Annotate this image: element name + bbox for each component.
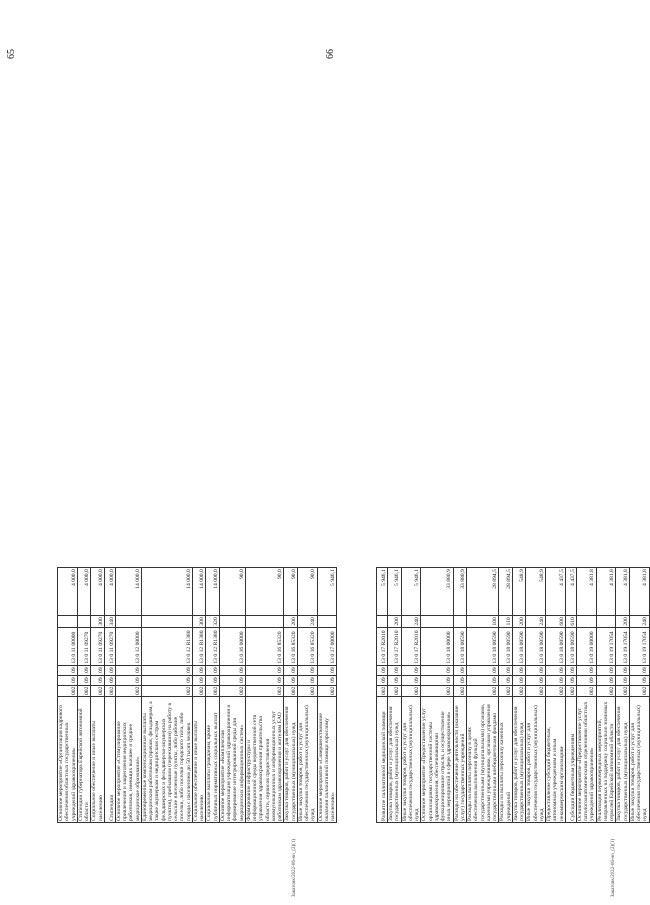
row-name-cell: Расходы на выплаты персоналу казенных учреждений xyxy=(499,697,513,823)
amount-cell: 548,9 xyxy=(526,568,546,616)
rz-code-cell: 09 xyxy=(499,675,513,685)
vr-code-cell xyxy=(596,616,616,627)
rz-code-cell: 09 xyxy=(115,675,141,685)
pr-code-cell: 09 xyxy=(526,665,546,675)
amount-cell: 4 000,0 xyxy=(91,568,105,616)
amount-cell: 90,0 xyxy=(284,568,298,616)
table-row xyxy=(115,568,141,823)
table-row xyxy=(297,568,317,823)
table-row xyxy=(499,568,513,823)
amount-cell: 14 000,0 xyxy=(141,568,192,616)
target-code-cell: 13 0 19 17054 xyxy=(596,627,616,665)
row-name-cell: Основное мероприятие «Комплексная информатизация учреждений здравоохранения и формирование интегрированной среды для медицинских информационных систем» xyxy=(219,697,245,823)
row-name-cell: Закупка товаров, работ и услуг для обеспечения государственных (муниципальных) нужд xyxy=(512,697,526,823)
rz-code-cell: 09 xyxy=(77,675,91,685)
table-row xyxy=(453,568,467,823)
gr-code-cell: 002 xyxy=(576,685,596,696)
rz-code-cell: 09 xyxy=(141,675,192,685)
gr-code-cell: 002 xyxy=(297,685,317,696)
budget-table xyxy=(376,567,650,823)
row-name-cell: Расходы на обеспечение деятельности (оказание услуг) государственных учреждений xyxy=(453,697,467,823)
amount-cell: 4 000,0 xyxy=(104,568,115,616)
page-number: 65 xyxy=(6,49,17,59)
gr-code-cell: 002 xyxy=(58,685,78,696)
row-name-cell: Иные закупки товаров, работ и услуг для обеспечения государственных (муниципальных) нужд xyxy=(297,697,317,823)
gr-code-cell: 002 xyxy=(219,685,245,696)
amount-cell: 548,9 xyxy=(512,568,526,616)
target-code-cell: 13 0 18 00590 xyxy=(512,627,526,665)
amount-cell: 4 000,0 xyxy=(77,568,91,616)
pr-code-cell: 09 xyxy=(565,665,576,675)
pr-code-cell: 09 xyxy=(104,665,115,675)
amount-cell: 90,0 xyxy=(245,568,284,616)
pr-code-cell: 09 xyxy=(317,665,337,675)
amount-cell: 5 946,1 xyxy=(317,568,337,616)
pr-code-cell: 09 xyxy=(388,665,402,675)
table-row xyxy=(104,568,115,823)
pr-code-cell: 09 xyxy=(77,665,91,675)
pr-code-cell: 09 xyxy=(192,665,206,675)
rz-code-cell: 09 xyxy=(284,675,298,685)
rz-code-cell: 09 xyxy=(576,675,596,685)
target-code-cell: 13 0 16 85320 xyxy=(245,627,284,665)
vr-code-cell: 240 xyxy=(297,616,317,627)
target-code-cell: 13 0 16 85320 xyxy=(297,627,317,665)
target-code-cell: 13 0 19 17054 xyxy=(629,627,649,665)
table-row xyxy=(512,568,526,823)
vr-code-cell: 110 xyxy=(499,616,513,627)
row-name-cell: Предоставление субсидий бюджетным, автономным учреждениям и иным некоммерческим организациям xyxy=(546,697,566,823)
target-code-cell: 13 0 18 00590 xyxy=(546,627,566,665)
table-row xyxy=(192,568,206,823)
pr-code-cell: 09 xyxy=(629,665,649,675)
vr-code-cell xyxy=(219,616,245,627)
gr-code-cell: 002 xyxy=(192,685,206,696)
target-code-cell: 13 0 11 09270 xyxy=(77,627,91,665)
gr-code-cell: 002 xyxy=(596,685,616,696)
pr-code-cell: 09 xyxy=(297,665,317,675)
target-code-cell: 13 0 11 09270 xyxy=(104,627,115,665)
amount-cell: 4 437,5 xyxy=(565,568,576,616)
vr-code-cell xyxy=(115,616,141,627)
target-code-cell: 13 0 17 00000 xyxy=(317,627,337,665)
gr-code-cell: 002 xyxy=(565,685,576,696)
rz-code-cell: 09 xyxy=(526,675,546,685)
amount-cell: 4 000,0 xyxy=(58,568,78,616)
gr-code-cell: 002 xyxy=(421,685,453,696)
vr-code-cell xyxy=(576,616,596,627)
table-row xyxy=(576,568,596,823)
row-name-cell: Социальные выплаты гражданам, кроме публичных нормативных социальных выплат xyxy=(206,697,220,823)
vr-code-cell: 240 xyxy=(401,616,421,627)
target-code-cell: 13 0 12 R1380 xyxy=(141,627,192,665)
pr-code-cell: 09 xyxy=(91,665,105,675)
row-name-cell: Социальное обеспечение и иные выплаты населению xyxy=(192,697,206,823)
target-code-cell: 13 0 16 85320 xyxy=(284,627,298,665)
target-code-cell: 13 0 12 00000 xyxy=(115,627,141,665)
pr-code-cell: 09 xyxy=(219,665,245,675)
amount-cell: 14 000,0 xyxy=(192,568,206,616)
amount-cell: 33 880,9 xyxy=(421,568,453,616)
pr-code-cell: 09 xyxy=(206,665,220,675)
table-row xyxy=(565,568,576,823)
vr-code-cell: 340 xyxy=(104,616,115,627)
rz-code-cell: 09 xyxy=(629,675,649,685)
rz-code-cell: 09 xyxy=(91,675,105,685)
row-name-cell: Основное мероприятие «Организация кадрового обеспечения областных государственных учреждений здравоохранения» xyxy=(58,697,78,823)
rz-code-cell: 09 xyxy=(219,675,245,685)
pr-code-cell: 09 xyxy=(401,665,421,675)
target-code-cell: 13 0 18 00000 xyxy=(421,627,453,665)
rz-code-cell: 09 xyxy=(206,675,220,685)
pr-code-cell: 09 xyxy=(467,665,499,675)
row-name-cell: Иные закупки товаров, работ и услуг для обеспечения государственных (муниципальных) нужд xyxy=(401,697,421,823)
gr-code-cell: 002 xyxy=(141,685,192,696)
pr-code-cell: 09 xyxy=(377,665,388,675)
amount-cell: 4 437,5 xyxy=(546,568,566,616)
vr-code-cell: 300 xyxy=(91,616,105,627)
target-code-cell: 13 0 18 00590 xyxy=(467,627,499,665)
vr-code-cell xyxy=(245,616,284,627)
table-row xyxy=(141,568,192,823)
target-code-cell: 13 0 17 R2010 xyxy=(388,627,402,665)
pr-code-cell: 09 xyxy=(616,665,630,675)
row-name-cell: Иные закупки товаров, работ и услуг для обеспечения государственных (муниципальных) нужд xyxy=(526,697,546,823)
row-name-cell: Основное мероприятие «Стимулирование привлечения и закрепления медицинских работников, имеющих высшее и среднее медицинское образование» xyxy=(115,697,141,823)
amount-cell: 33 880,9 xyxy=(453,568,467,616)
rz-code-cell: 09 xyxy=(546,675,566,685)
row-name-cell: Стипендии xyxy=(104,697,115,823)
gr-code-cell: 002 xyxy=(377,685,388,696)
vr-code-cell xyxy=(58,616,78,627)
vr-code-cell xyxy=(141,616,192,627)
rz-code-cell: 09 xyxy=(616,675,630,685)
rz-code-cell: 09 xyxy=(388,675,402,685)
table-row xyxy=(629,568,649,823)
target-code-cell: 13 0 12 R1380 xyxy=(192,627,206,665)
gr-code-cell: 002 xyxy=(467,685,499,696)
row-name-cell: Реализация первоочередных мероприятий, направленных на поддержку социально значимых отраслей Еврейской автономной области xyxy=(596,697,616,823)
table-row xyxy=(377,568,388,823)
target-code-cell: 13 0 17 R2010 xyxy=(377,627,388,665)
row-name-cell: Основное мероприятие «Совершенствование оказания паллиативной помощи взрослому населению» xyxy=(317,697,337,823)
gr-code-cell: 002 xyxy=(77,685,91,696)
row-name-cell: Основное мероприятие «Предоставление услуг организациями государственной системы здравоохранения, обеспечивающими функционирование отрасли, и осуществление иных мероприятий в сфере здравоохранения» xyxy=(421,697,453,823)
table-row xyxy=(616,568,630,823)
pr-code-cell: 09 xyxy=(546,665,566,675)
pr-code-cell: 09 xyxy=(245,665,284,675)
row-name-cell: Единовременные компенсационные выплаты медицинским работникам (врачам, фельдшерам, а также акушеркам и медицинским сестрам фельдшерских и фельдшерско-акушерских пунктов), прибывшим (переехавшим) на работу в сельские населенные пункты, либо рабочие поселки, либо поселки городского типа, либо города с населением до 50 тысяч человек xyxy=(141,697,192,823)
amount-cell: 14 000,0 xyxy=(206,568,220,616)
amount-cell: 4 381,8 xyxy=(616,568,630,616)
pr-code-cell: 09 xyxy=(499,665,513,675)
pr-code-cell: 09 xyxy=(284,665,298,675)
target-code-cell: 13 0 16 00000 xyxy=(219,627,245,665)
table-row xyxy=(388,568,402,823)
vr-code-cell: 100 xyxy=(467,616,499,627)
pr-code-cell: 09 xyxy=(141,665,192,675)
gr-code-cell: 002 xyxy=(512,685,526,696)
amount-cell: 5 946,1 xyxy=(377,568,388,616)
pr-code-cell: 09 xyxy=(115,665,141,675)
page-number: 66 xyxy=(325,49,336,59)
rz-code-cell: 09 xyxy=(512,675,526,685)
table-row xyxy=(546,568,566,823)
gr-code-cell: 002 xyxy=(388,685,402,696)
document-footer: Заказчик/2022-06-нн_(2)(1) xyxy=(611,838,616,897)
table-row xyxy=(58,568,78,823)
vr-code-cell: 240 xyxy=(526,616,546,627)
rz-code-cell: 09 xyxy=(421,675,453,685)
row-name-cell: Расходы на выплаты персоналу в целях обеспечения выполнения функций государственными (муниципальными) органами, казенными учреждениями, органами управления государственными внебюджетными фондами xyxy=(467,697,499,823)
table-row xyxy=(421,568,453,823)
gr-code-cell: 002 xyxy=(104,685,115,696)
amount-cell: 28 894,5 xyxy=(499,568,513,616)
page-66 xyxy=(319,0,649,905)
pr-code-cell: 09 xyxy=(512,665,526,675)
vr-code-cell xyxy=(421,616,453,627)
pr-code-cell: 09 xyxy=(596,665,616,675)
row-name-cell: Иные закупки товаров, работ и услуг для обеспечения государственных (муниципальных) нужд xyxy=(629,697,649,823)
row-name-cell: Социальное обеспечение и иные выплаты населению xyxy=(91,697,105,823)
vr-code-cell: 200 xyxy=(284,616,298,627)
table-row xyxy=(77,568,91,823)
row-name-cell: Субсидии бюджетным учреждениям xyxy=(565,697,576,823)
gr-code-cell: 002 xyxy=(401,685,421,696)
gr-code-cell: 002 xyxy=(499,685,513,696)
gr-code-cell: 002 xyxy=(91,685,105,696)
amount-cell: 90,0 xyxy=(297,568,317,616)
amount-cell: 5 946,1 xyxy=(388,568,402,616)
target-code-cell: 13 0 12 R1380 xyxy=(206,627,220,665)
pr-code-cell: 09 xyxy=(453,665,467,675)
rz-code-cell: 09 xyxy=(317,675,337,685)
pr-code-cell: 09 xyxy=(576,665,596,675)
table-row xyxy=(219,568,245,823)
table-row xyxy=(467,568,499,823)
table-row xyxy=(526,568,546,823)
gr-code-cell: 002 xyxy=(629,685,649,696)
rz-code-cell: 09 xyxy=(377,675,388,685)
table-row xyxy=(91,568,105,823)
amount-cell: 90,0 xyxy=(219,568,245,616)
rz-code-cell: 09 xyxy=(297,675,317,685)
document-footer: Заказчик/2022-06-нн_(2)(1) xyxy=(292,838,297,897)
table-row xyxy=(206,568,220,823)
target-code-cell: 13 0 18 00590 xyxy=(499,627,513,665)
amount-cell: 4 381,8 xyxy=(596,568,616,616)
row-name-cell: Закупка товаров, работ и услуг для обеспечения государственных (муниципальных) нужд xyxy=(388,697,402,823)
gr-code-cell: 002 xyxy=(546,685,566,696)
row-name-cell: Стипендии губернатора Еврейской автономной области xyxy=(77,697,91,823)
rz-code-cell: 09 xyxy=(245,675,284,685)
gr-code-cell: 002 xyxy=(115,685,141,696)
target-code-cell: 13 0 18 00590 xyxy=(526,627,546,665)
vr-code-cell: 600 xyxy=(546,616,566,627)
target-code-cell: 13 0 19 17054 xyxy=(616,627,630,665)
target-code-cell: 13 0 18 00590 xyxy=(565,627,576,665)
rotated-page-content xyxy=(319,0,649,905)
rz-code-cell: 09 xyxy=(453,675,467,685)
vr-code-cell: 610 xyxy=(565,616,576,627)
gr-code-cell: 002 xyxy=(317,685,337,696)
vr-code-cell xyxy=(377,616,388,627)
vr-code-cell: 320 xyxy=(206,616,220,627)
row-name-cell: Основное мероприятие «Предоставление услуг патологоанатомическими отделениями областных учреждений здравоохранения» xyxy=(576,697,596,823)
rz-code-cell: 09 xyxy=(467,675,499,685)
gr-code-cell: 002 xyxy=(526,685,546,696)
pr-code-cell: 09 xyxy=(421,665,453,675)
row-name-cell: Формирование инфраструктуры и информационной среды ведомственной сети управления здравоохранения правительства области, сервисов предоставления коммуникационных и информационных услуг работникам здравоохранения и жителям ЕАО xyxy=(245,697,284,823)
vr-code-cell: 240 xyxy=(629,616,649,627)
gr-code-cell: 002 xyxy=(245,685,284,696)
rz-code-cell: 09 xyxy=(58,675,78,685)
gr-code-cell: 002 xyxy=(206,685,220,696)
pr-code-cell: 09 xyxy=(58,665,78,675)
gr-code-cell: 002 xyxy=(284,685,298,696)
rz-code-cell: 09 xyxy=(596,675,616,685)
amount-cell: 5 946,1 xyxy=(401,568,421,616)
target-code-cell: 13 0 11 00000 xyxy=(58,627,78,665)
target-code-cell: 13 0 19 00000 xyxy=(576,627,596,665)
vr-code-cell xyxy=(453,616,467,627)
gr-code-cell: 002 xyxy=(616,685,630,696)
target-code-cell: 13 0 11 09270 xyxy=(91,627,105,665)
amount-cell: 4 381,8 xyxy=(629,568,649,616)
row-name-cell: Закупка товаров, работ и услуг для обеспечения государственных (муниципальных) нужд xyxy=(616,697,630,823)
rz-code-cell: 09 xyxy=(192,675,206,685)
vr-code-cell: 300 xyxy=(192,616,206,627)
vr-code-cell: 200 xyxy=(512,616,526,627)
rz-code-cell: 09 xyxy=(565,675,576,685)
row-name-cell: Закупка товаров, работ и услуг для обеспечения государственных (муниципальных) нужд xyxy=(284,697,298,823)
amount-cell: 14 000,0 xyxy=(115,568,141,616)
amount-cell: 4 381,8 xyxy=(576,568,596,616)
table-row xyxy=(401,568,421,823)
row-name-cell: Развитие паллиативной медицинской помощи xyxy=(377,697,388,823)
target-code-cell: 13 0 18 00590 xyxy=(453,627,467,665)
rz-code-cell: 09 xyxy=(401,675,421,685)
amount-cell: 28 894,5 xyxy=(467,568,499,616)
table-row xyxy=(245,568,284,823)
vr-code-cell: 200 xyxy=(388,616,402,627)
rz-code-cell: 09 xyxy=(104,675,115,685)
vr-code-cell xyxy=(77,616,91,627)
gr-code-cell: 002 xyxy=(453,685,467,696)
target-code-cell: 13 0 17 R2010 xyxy=(401,627,421,665)
vr-code-cell: 200 xyxy=(616,616,630,627)
